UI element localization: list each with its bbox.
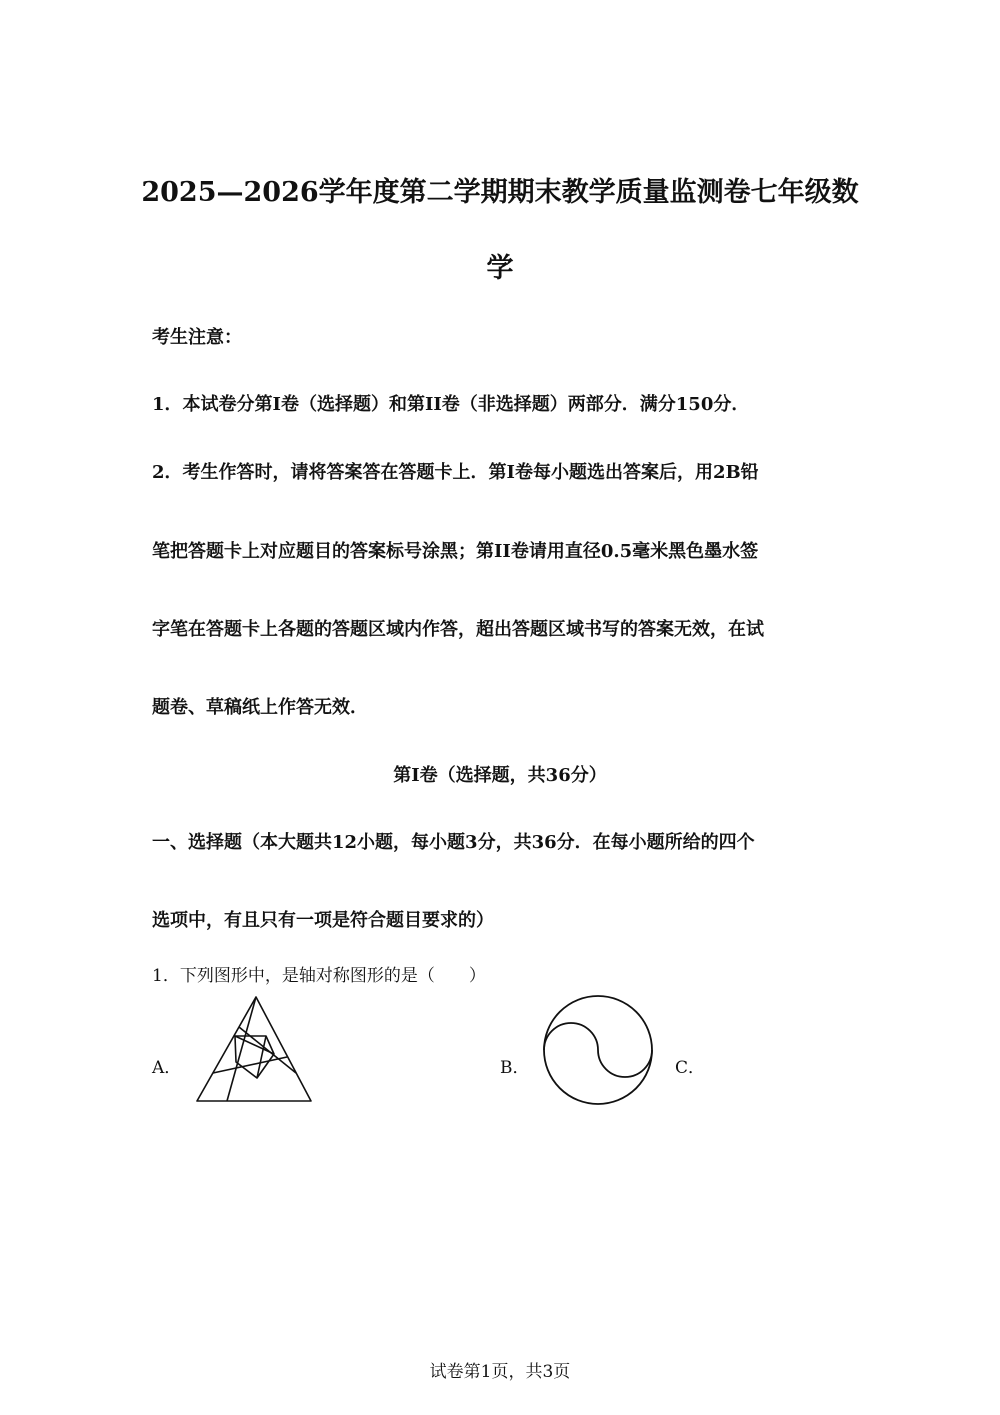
question-1-stem: 1．下列图形中，是轴对称图形的是（ ） <box>152 966 486 986</box>
section1-instructions-line1: 一、选择题（本大题共12小题，每小题3分，共36分．在每小题所给的四个 <box>152 832 755 853</box>
option-b-taiji-figure <box>540 992 660 1107</box>
part1-heading: 第I卷（选择题，共36分） <box>393 765 607 786</box>
notice-heading: 考生注意： <box>152 327 242 348</box>
option-c-label: C． <box>675 1058 706 1078</box>
section1-instructions-line2: 选项中，有且只有一项是符合题目要求的） <box>152 910 494 931</box>
notice-item-2-line1: 2．考生作答时，请将答案答在答题卡上．第I卷每小题选出答案后，用2B铅 <box>152 462 759 483</box>
option-a-label: A． <box>152 1058 182 1078</box>
notice-item-2-line3: 字笔在答题卡上各题的答题区域内作答，超出答题区域书写的答案无效，在试 <box>152 619 764 640</box>
notice-item-2-line2: 笔把答题卡上对应题目的答案标号涂黑；第II卷请用直径0.5毫米黑色墨水签 <box>152 541 759 562</box>
exam-title-line1: 2025—2026学年度第二学期期末教学质量监测卷七年级数 <box>141 177 859 208</box>
exam-title-line2: 学 <box>486 253 514 284</box>
outer-triangle <box>197 997 311 1101</box>
page-footer: 试卷第1页，共3页 <box>429 1362 571 1382</box>
notice-item-1: 1．本试卷分第I卷（选择题）和第II卷（非选择题）两部分．满分150分． <box>152 394 750 415</box>
s-curve <box>544 1023 652 1077</box>
option-b-label: B． <box>500 1058 530 1078</box>
notice-item-2-line4: 题卷、草稿纸上作答无效． <box>152 697 368 718</box>
option-a-triangle-figure <box>190 992 320 1107</box>
